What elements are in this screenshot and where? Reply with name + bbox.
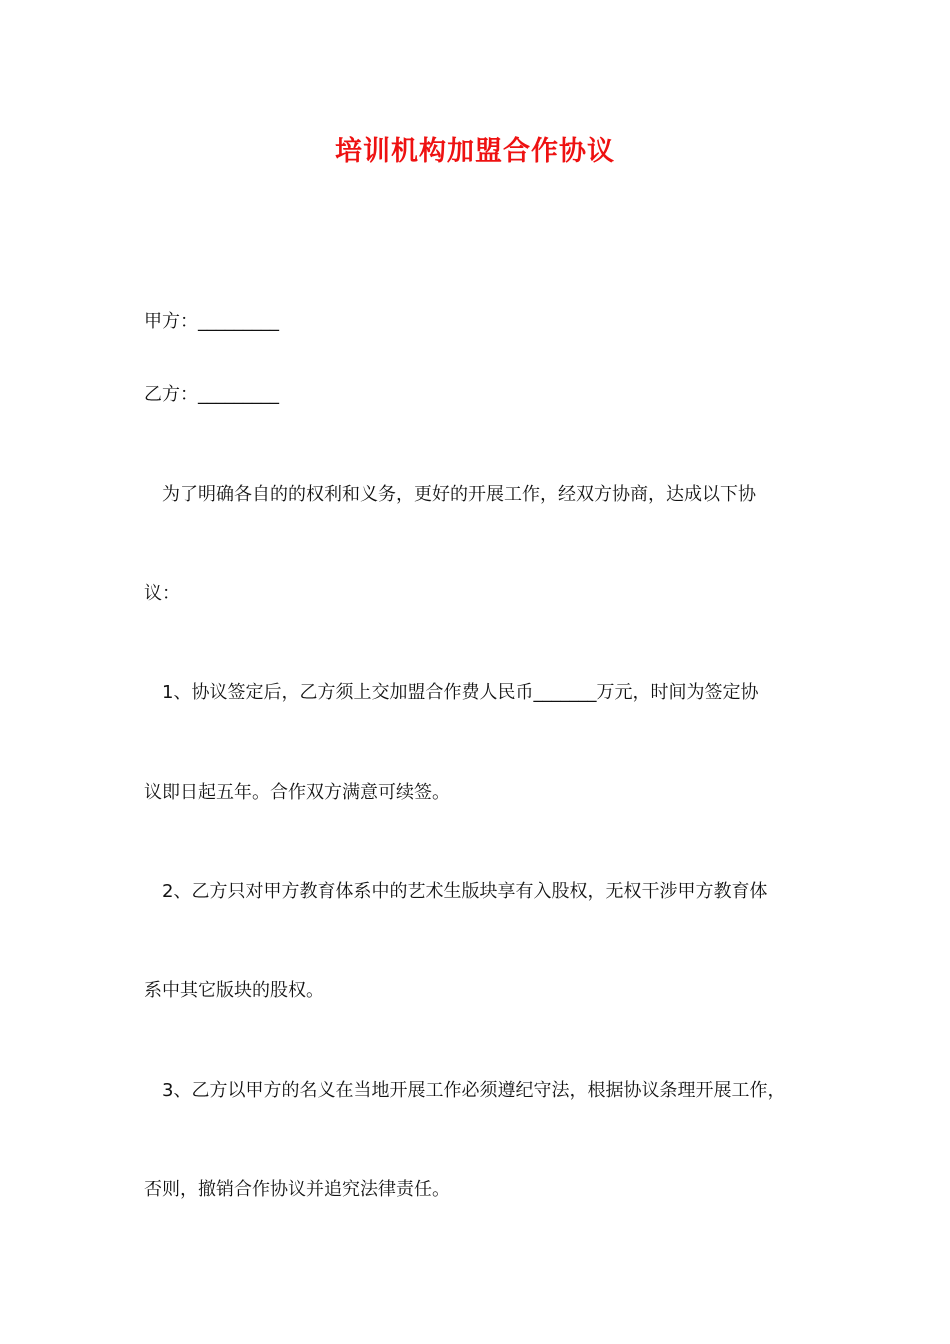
preamble-line-2: 议： bbox=[144, 583, 180, 604]
clause-3-line-2: 否则，撤销合作协议并追究法律责任。 bbox=[144, 1179, 450, 1200]
document-title: 培训机构加盟合作协议 bbox=[335, 136, 615, 167]
party-b-line: 乙方：_________ bbox=[144, 384, 279, 405]
clause-2-line-2: 系中其它版块的股权。 bbox=[144, 980, 324, 1001]
clause-1-line-1: 1、协议签定后，乙方须上交加盟合作费人民币_______万元，时间为签定协 bbox=[162, 682, 759, 703]
clause-2-line-1: 2、乙方只对甲方教育体系中的艺术生版块享有入股权，无权干涉甲方教育体 bbox=[162, 881, 768, 902]
clause-3-line-1: 3、乙方以甲方的名义在当地开展工作必须遵纪守法，根据协议条理开展工作， bbox=[162, 1080, 786, 1101]
clause-1-line-2: 议即日起五年。合作双方满意可续签。 bbox=[144, 782, 450, 803]
party-a-line: 甲方：_________ bbox=[144, 311, 279, 332]
preamble-line-1: 为了明确各自的的权利和义务，更好的开展工作，经双方协商，达成以下协 bbox=[162, 484, 756, 505]
